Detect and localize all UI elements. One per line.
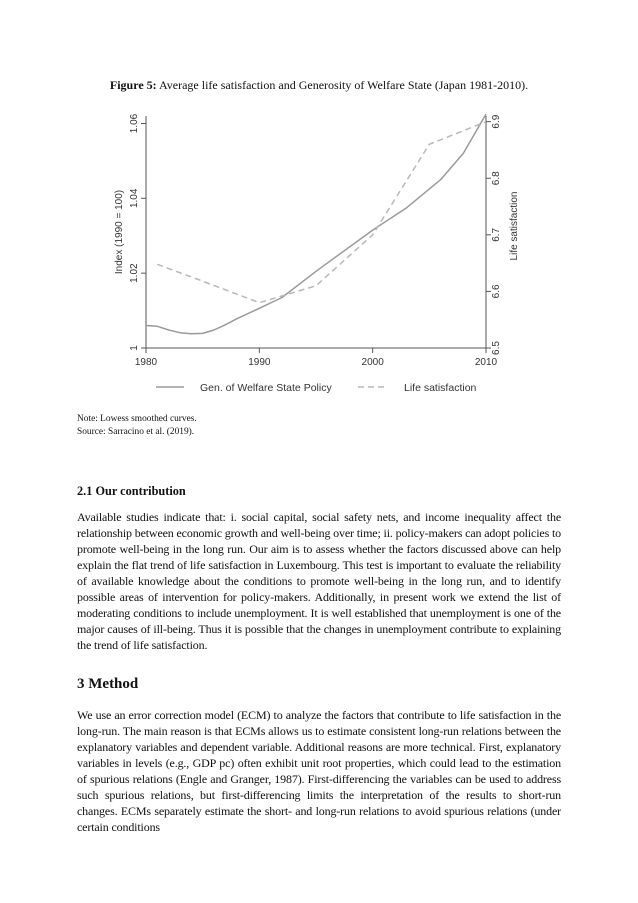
figure-source: Source: Sarracino et al. (2019). (77, 427, 195, 437)
left-axis-title: Index (1990 = 100) (114, 189, 125, 275)
legend-label: Life satisfaction (404, 382, 477, 394)
paragraph-contribution: Available studies indicate that: i. social capital, social safety nets, and income inequality affect the relationship between economic growth and well-being over time; ii. policy-makers can adopt policies to promote well-being in the long run. Our aim is to assess whether the factors discussed above can help explain the flat trend of life satisfaction in Luxembourg. This test is important to evaluate the reliability of available knowledge about the conditions to promote well-being in the long run, and to identify possible areas of intervention for policy-makers. Additionally, in present work we extend the list of moderating conditions to include unemployment. It is well established that unemployment is one of the major causes of ill-being. Thus it is possible that the changes in unemployment contribute to explaining the trend of life satisfaction. (77, 510, 561, 652)
line-chart (100, 108, 540, 408)
paragraph-method: We use an error correction model (ECM) to analyze the factors that contribute to life satisfaction in the long-run. The main reason is that ECMs allows us to estimate consistent long-run relations between the explanatory variables and dependent variable. Additional reasons are more technical. First, explanatory variables in levels (e.g., GDP pc) often exhibit unit root properties, which could lead to the estimation of spurious relations (Engle and Granger, 1987). First-differencing the variables can be used to address such spurious relations, but first-differencing limits the interpretation of the results to short-run changes. ECMs separately estimate the short- and long-run relations to avoid spurious relations (under certain conditions (77, 708, 561, 834)
x-tick-label: 1990 (248, 357, 271, 368)
left-tick-label: 1.06 (129, 113, 140, 134)
x-tick-label: 2000 (361, 357, 384, 368)
right-tick-label: 6.6 (491, 284, 502, 299)
x-tick-label: 1980 (134, 357, 158, 368)
figure-note: Note: Lowess smoothed curves. (77, 414, 197, 424)
left-tick-label: 1.04 (129, 188, 140, 209)
right-tick-label: 6.9 (491, 114, 502, 129)
left-tick-label: 1.02 (129, 263, 140, 283)
right-tick-label: 6.5 (491, 341, 502, 355)
life-satisfaction-line (157, 122, 486, 303)
right-tick-label: 6.7 (491, 227, 502, 242)
figure-label: Figure 5: (109, 78, 157, 92)
figure-caption-text: Average life satisfaction and Generosity of Welfare State (Japan 1981-2010). (159, 78, 529, 92)
right-axis-title: Life satisfaction (509, 191, 520, 261)
x-tick-label: 2010 (474, 357, 498, 368)
section-heading-contribution: 2.1 Our contribution (77, 484, 186, 498)
welfare-generosity-line (146, 114, 486, 334)
left-tick-label: 1 (129, 345, 140, 351)
figure-notes (77, 413, 197, 439)
legend-label: Gen. of Welfare State Policy (200, 382, 332, 394)
right-tick-label: 6.8 (491, 171, 502, 186)
section-heading-method: 3 Method (77, 676, 139, 692)
figure-caption (0, 78, 638, 93)
